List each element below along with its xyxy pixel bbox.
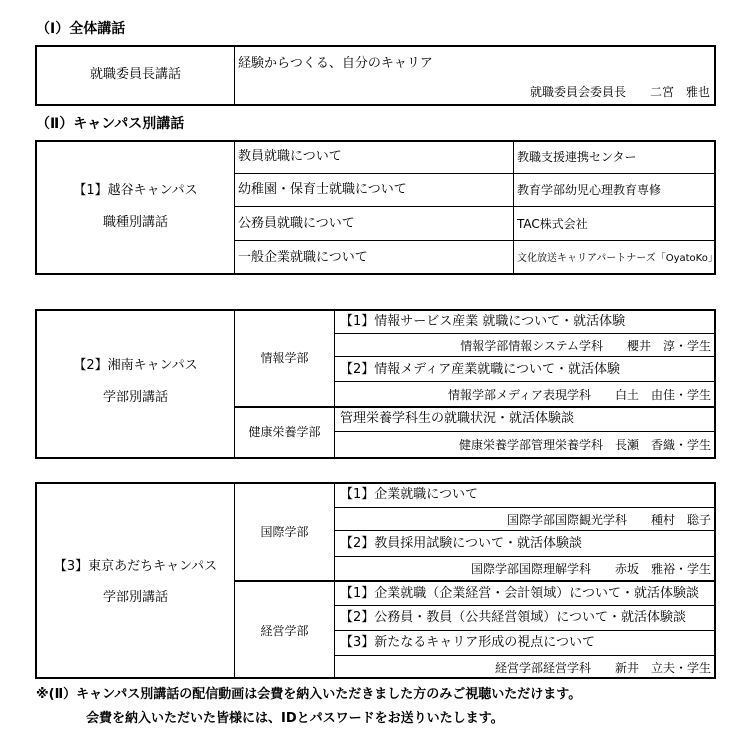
divider bbox=[335, 356, 715, 357]
shonan-speaker: 情報学部情報システム学科 櫻井 淳・学生 bbox=[460, 339, 711, 353]
koshigaya-speaker: 文化放送キャリアパートナーズ「OyatoKo」 bbox=[517, 253, 718, 264]
divider bbox=[335, 556, 715, 557]
shonan-topic: 管理栄養学科生の就職状況・就活体験談 bbox=[340, 411, 575, 426]
shonan-dept-health: 健康栄養学部 bbox=[248, 425, 321, 439]
shonan-dept-informatics: 情報学部 bbox=[260, 351, 309, 365]
section-1-heading: （Ⅰ）全体講話 bbox=[36, 21, 126, 37]
koshigaya-speaker: 教職支援連携センター bbox=[517, 150, 637, 164]
tokyo-topic: 【2】公務員・教員（公共経営領域）について・就活体験談 bbox=[340, 610, 687, 625]
tokyo-topic: 【1】企業就職について bbox=[340, 487, 479, 502]
koshigaya-topic: 公務員就職について bbox=[238, 216, 355, 231]
note-line-2: 会費を納入いただいた皆様には、IDとパスワードをお送りいたします。 bbox=[86, 711, 504, 726]
tokyo-speaker: 経営学部経営学科 新井 立夫・学生 bbox=[494, 661, 711, 675]
divider bbox=[235, 406, 715, 408]
tokyo-sub-label: 学部別講話 bbox=[102, 590, 168, 605]
tokyo-topic: 【1】企業就職（企業経営・会計領域）について・就活体験談 bbox=[340, 586, 700, 601]
divider bbox=[234, 46, 235, 105]
koshigaya-speaker: 教育学部幼児心理教育専修 bbox=[517, 183, 662, 197]
shonan-speaker: 健康栄養学部管理栄養学科 長瀬 香織・学生 bbox=[458, 438, 711, 452]
divider bbox=[335, 605, 715, 606]
tokyo-topic: 【3】新たなるキャリア形成の視点について bbox=[340, 635, 596, 650]
koshigaya-speaker: TAC株式会社 bbox=[517, 217, 588, 231]
divider bbox=[335, 333, 715, 334]
shonan-campus-label: 【2】湘南キャンパス bbox=[73, 358, 198, 373]
koshigaya-topic: 一般企業就職について bbox=[238, 250, 368, 265]
divider bbox=[335, 630, 715, 631]
divider bbox=[235, 173, 715, 174]
divider bbox=[235, 580, 715, 582]
koshigaya-topic: 教員就職について bbox=[238, 149, 342, 164]
koshigaya-campus-label: 【1】越谷キャンパス bbox=[73, 183, 198, 198]
note-line-1: ※(Ⅱ）キャンパス別講話の配信動画は会費を納入いただきました方のみご視聴いただけます。 bbox=[36, 687, 582, 702]
divider bbox=[335, 530, 715, 531]
general-talk-title: 経験からつくる、自分のキャリア bbox=[238, 56, 433, 71]
shonan-topic: 【1】情報サービス産業 就職について・就活体験 bbox=[340, 314, 626, 329]
general-talk-speaker: 就職委員会委員長 二宮 雅也 bbox=[529, 85, 710, 99]
divider bbox=[335, 507, 715, 508]
tokyo-dept-international: 国際学部 bbox=[260, 525, 309, 539]
divider bbox=[234, 141, 235, 274]
koshigaya-sub-label: 職種別講話 bbox=[102, 215, 168, 230]
divider bbox=[235, 206, 715, 207]
tokyo-speaker: 国際学部国際観光学科 種村 聡子 bbox=[506, 513, 711, 527]
general-talk-label: 就職委員長講話 bbox=[89, 67, 181, 82]
tokyo-dept-management: 経営学部 bbox=[260, 624, 309, 638]
section-2-heading: （Ⅱ）キャンパス別講話 bbox=[36, 116, 185, 132]
divider bbox=[335, 431, 715, 432]
koshigaya-topic: 幼稚園・保育士就職について bbox=[238, 182, 407, 197]
divider bbox=[335, 381, 715, 382]
shonan-speaker: 情報学部メディア表現学科 白土 由佳・学生 bbox=[447, 388, 711, 402]
tokyo-topic: 【2】教員採用試験について・就活体験談 bbox=[340, 536, 583, 551]
divider bbox=[235, 240, 715, 241]
divider bbox=[335, 655, 715, 656]
divider bbox=[513, 141, 514, 274]
tokyo-campus-label: 【3】東京あだちキャンパス bbox=[53, 559, 218, 574]
shonan-sub-label: 学部別講話 bbox=[102, 390, 168, 405]
shonan-topic: 【2】情報メディア産業就職について・就活体験 bbox=[340, 362, 620, 377]
tokyo-speaker: 国際学部国際理解学科 赤坂 雅裕・学生 bbox=[470, 562, 711, 576]
